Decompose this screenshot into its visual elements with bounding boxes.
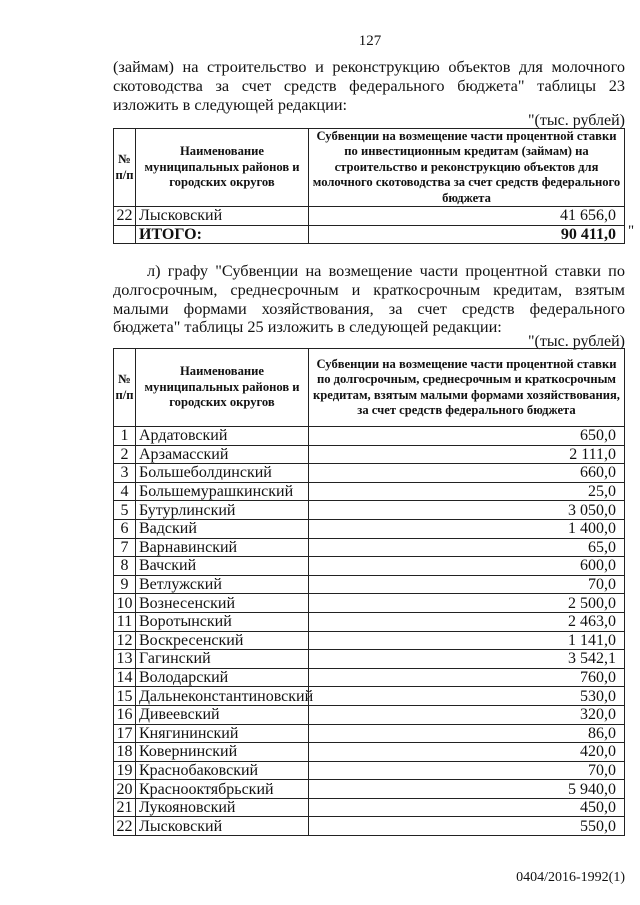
row-district: Варнавинский [136, 538, 309, 557]
table-row [114, 557, 625, 576]
row-value: 3 542,1 [309, 650, 625, 669]
row-district: Лысковский [136, 817, 309, 836]
row-district: Воскресенский [136, 631, 309, 650]
closing-quote: " [628, 223, 635, 239]
row-district: Большемурашкинский [136, 482, 309, 501]
row-number: 9 [114, 575, 136, 594]
row-value: 86,0 [309, 724, 625, 743]
table-row [114, 464, 625, 483]
row-value: 2 463,0 [309, 612, 625, 631]
header-number: № п/п [114, 349, 136, 427]
row-number: 7 [114, 538, 136, 557]
row-district: Вознесенский [136, 594, 309, 613]
table-row [114, 445, 625, 464]
row-value: 660,0 [309, 464, 625, 483]
table-row [114, 482, 625, 501]
row-district: Ветлужский [136, 575, 309, 594]
row-number: 6 [114, 519, 136, 538]
row-value: 3 050,0 [309, 501, 625, 520]
row-district: Лысковский [136, 207, 309, 226]
table-row [114, 798, 625, 817]
table-row [114, 650, 625, 669]
row-number: 11 [114, 612, 136, 631]
row-district: Краснобаковский [136, 761, 309, 780]
row-value: 320,0 [309, 705, 625, 724]
row-district: Ардатовский [136, 427, 309, 446]
table-row [114, 594, 625, 613]
table-row [114, 612, 625, 631]
row-value: 2 500,0 [309, 594, 625, 613]
row-number: 10 [114, 594, 136, 613]
row-number: 19 [114, 761, 136, 780]
row-district: Вадский [136, 519, 309, 538]
paragraph-intro: (займам) на строительство и реконструкцию объектов для молочного скотоводства за счет средств федерального бюджета" таблицы 23 изложить в следующей редакции: [113, 57, 625, 114]
row-number: 13 [114, 650, 136, 669]
header-subsidy: Субвенции на возмещение части процентной ставки по инвестиционным кредитам (займам) на строительство и реконструкцию объектов для молочного скотоводства за счет средств федерального бюджета [309, 129, 625, 207]
row-district: Ковернинский [136, 743, 309, 762]
total-label: ИТОГО: [136, 225, 309, 244]
row-number: 3 [114, 464, 136, 483]
header-number: № п/п [114, 129, 136, 207]
row-number: 17 [114, 724, 136, 743]
row-number: 2 [114, 445, 136, 464]
row-value: 25,0 [309, 482, 625, 501]
table-25 [113, 348, 625, 836]
total-number-cell [114, 225, 136, 244]
row-number: 20 [114, 780, 136, 799]
row-value: 650,0 [309, 427, 625, 446]
paragraph-l: л) графу "Субвенции на возмещение части процентной ставки по долгосрочным, среднесрочным и краткосрочным кредитам, взятым малыми формами хозяйствования, за счет средств федерального бюджета" таблицы 25 изложить в следующей редакции: [113, 261, 625, 337]
page-number: 127 [358, 33, 382, 49]
row-district: Вачский [136, 557, 309, 576]
row-district: Большеболдинский [136, 464, 309, 483]
table-row [114, 519, 625, 538]
row-number: 22 [114, 817, 136, 836]
table-row [114, 501, 625, 520]
row-value: 450,0 [309, 798, 625, 817]
row-value: 530,0 [309, 687, 625, 706]
table-row [114, 724, 625, 743]
header-district: Наименование муниципальных районов и городских округов [136, 349, 309, 427]
row-district: Володарский [136, 668, 309, 687]
row-value: 420,0 [309, 743, 625, 762]
row-number: 16 [114, 705, 136, 724]
table2-unit: "(тыс. рублей) [528, 333, 625, 350]
table-row [114, 761, 625, 780]
total-row [114, 225, 625, 244]
row-number: 5 [114, 501, 136, 520]
row-value: 600,0 [309, 557, 625, 576]
row-number: 12 [114, 631, 136, 650]
row-number: 22 [114, 207, 136, 226]
row-number: 1 [114, 427, 136, 446]
table-row [114, 705, 625, 724]
row-value: 1 400,0 [309, 519, 625, 538]
row-number: 15 [114, 687, 136, 706]
table-row [114, 817, 625, 836]
row-district: Бутурлинский [136, 501, 309, 520]
row-district: Дивеевский [136, 705, 309, 724]
table-row [114, 207, 625, 226]
row-number: 4 [114, 482, 136, 501]
row-value: 2 111,0 [309, 445, 625, 464]
row-value: 41 656,0 [309, 207, 625, 226]
row-number: 18 [114, 743, 136, 762]
row-value: 760,0 [309, 668, 625, 687]
table-row [114, 575, 625, 594]
row-district: Княгининский [136, 724, 309, 743]
table-row [114, 687, 625, 706]
row-district: Гагинский [136, 650, 309, 669]
table1-unit: "(тыс. рублей) [528, 112, 625, 129]
row-value: 5 940,0 [309, 780, 625, 799]
row-district: Краснооктябрьский [136, 780, 309, 799]
row-value: 1 141,0 [309, 631, 625, 650]
document-code: 0404/2016-1992(1) [516, 870, 625, 885]
table-row [114, 668, 625, 687]
row-district: Дальнеконстантиновский [136, 687, 309, 706]
table-row [114, 427, 625, 446]
table-row [114, 780, 625, 799]
row-district: Арзамасский [136, 445, 309, 464]
table-row [114, 743, 625, 762]
header-district: Наименование муниципальных районов и городских округов [136, 129, 309, 207]
row-number: 8 [114, 557, 136, 576]
row-value: 65,0 [309, 538, 625, 557]
table-row [114, 631, 625, 650]
header-subsidy: Субвенции на возмещение части процентной ставки по долгосрочным, среднесрочным и краткосрочным кредитам, взятым малыми формами хозяйствования, за счет средств федерального бюджета [309, 349, 625, 427]
row-district: Лукояновский [136, 798, 309, 817]
row-value: 550,0 [309, 817, 625, 836]
row-district: Воротынский [136, 612, 309, 631]
table-23 [113, 128, 625, 244]
row-value: 70,0 [309, 575, 625, 594]
row-number: 14 [114, 668, 136, 687]
total-value: 90 411,0 [309, 225, 625, 244]
row-value: 70,0 [309, 761, 625, 780]
row-number: 21 [114, 798, 136, 817]
table-row [114, 538, 625, 557]
